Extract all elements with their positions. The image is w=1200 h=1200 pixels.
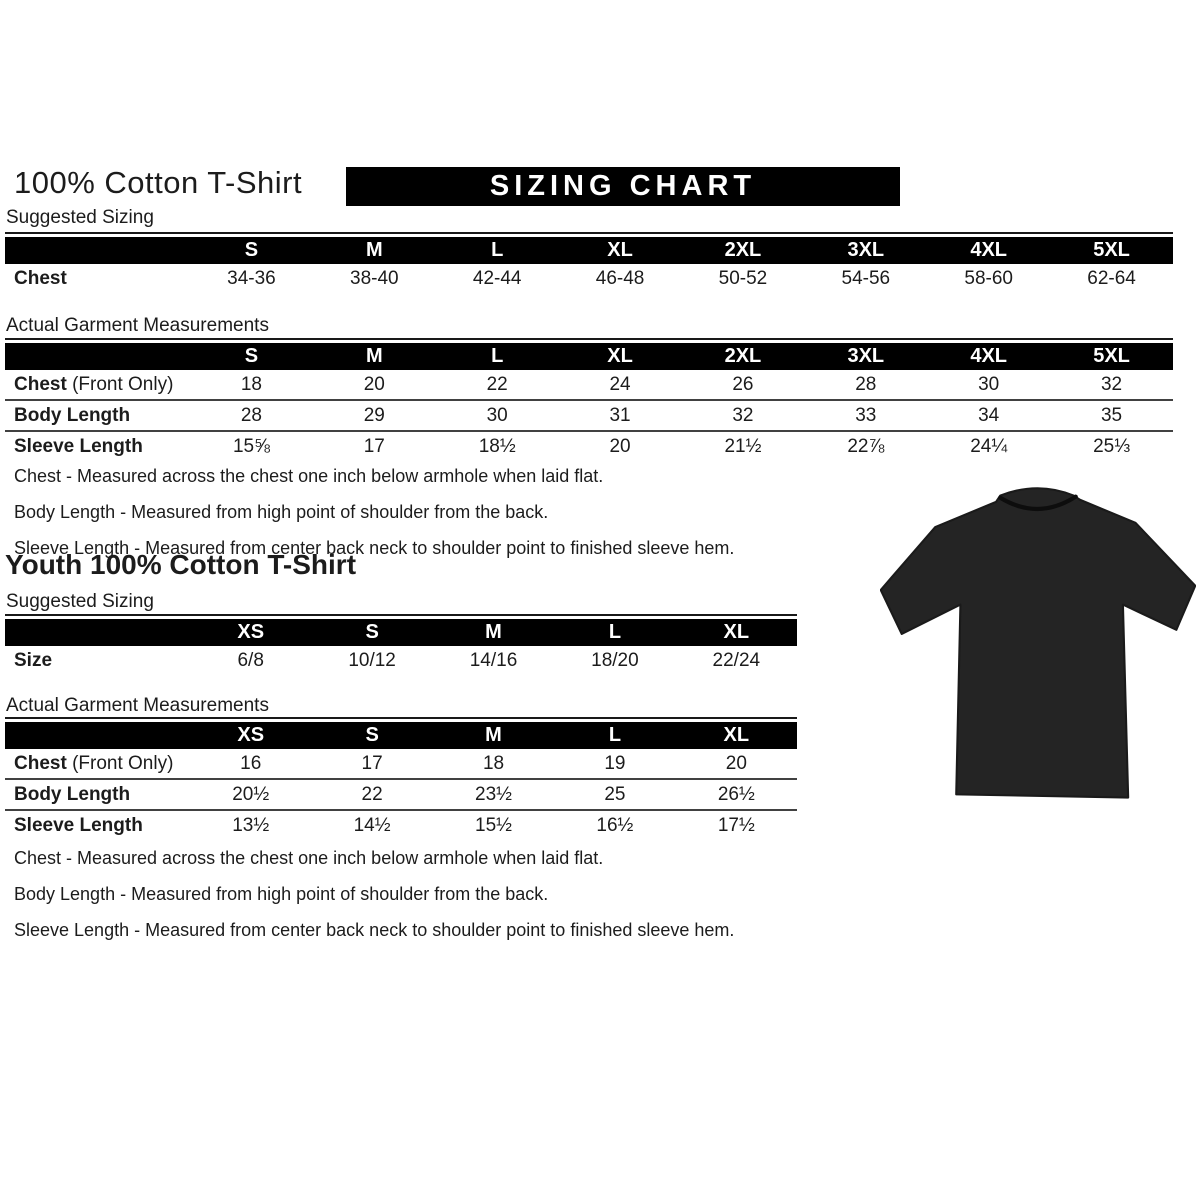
column-header-xs: XS [237,621,265,643]
column-header-s: S [365,621,379,643]
column-header-4xl: 4XL [970,345,1008,367]
measurement-value: 20 [363,373,385,395]
table-row [5,370,1173,399]
size-header-row [5,343,1173,370]
measurement-value: 30 [978,373,1000,395]
column-header-s: S [244,345,259,367]
measurement-value: 22/24 [712,649,761,671]
section-label-adult-suggested-sizing: Suggested Sizing [6,207,154,228]
measurement-value: 46-48 [595,267,645,289]
table-row [5,264,1173,293]
row-label: Chest (Front Only) [14,752,174,774]
column-header-xl: XL [607,239,633,261]
note-line: Chest - Measured across the chest one inch below armhole when laid flat. [14,848,604,868]
column-header-l: L [491,345,504,367]
measurement-value: 34 [978,404,1000,426]
measurement-value: 54-56 [841,267,891,289]
column-header-xs: XS [237,724,265,746]
measurement-value: 18 [240,373,262,395]
measurement-value: 20 [609,435,631,457]
table-row [5,749,797,778]
measurement-value: 26 [732,373,754,395]
column-header-s: S [365,724,379,746]
sizing-chart-banner-label: SIZING CHART [489,170,757,202]
measurement-value: 32 [732,404,754,426]
column-header-2xl: 2XL [724,239,762,261]
size-header-row [5,237,1173,264]
measurement-value: 21½ [724,435,762,457]
row-label: Sleeve Length [14,435,143,457]
measurement-value: 28 [240,404,262,426]
note-line: Body Length - Measured from high point of shoulder from the back. [14,502,549,522]
column-header-xl: XL [723,724,750,746]
row-label: Chest (Front Only) [14,373,174,395]
size-header-row [5,619,797,646]
table-row [5,430,1173,461]
measurement-value: 6/8 [237,649,264,671]
row-label: Body Length [14,783,131,805]
column-header-2xl: 2XL [724,345,762,367]
section-label-adult-actual-measurements: Actual Garment Measurements [6,315,269,336]
column-header-l: L [608,621,622,643]
measurement-value: 15⅝ [232,435,270,457]
measurement-value: 30 [486,404,508,426]
column-header-s: S [244,239,259,261]
measurement-value: 16½ [596,814,634,836]
measurement-value: 33 [855,404,877,426]
measurement-value: 22 [361,783,383,805]
measurement-value: 26½ [717,783,755,805]
measurement-value: 18 [482,752,505,774]
measurement-value: 19 [604,752,626,774]
column-header-m: M [365,239,383,261]
measurement-value: 18½ [478,435,516,457]
note-line: Body Length - Measured from high point of shoulder from the back. [14,884,549,904]
measurement-value: 22 [486,373,508,395]
measurement-value: 35 [1100,404,1123,426]
measurement-value: 24¼ [970,435,1008,457]
measurement-value: 34-36 [227,267,276,289]
table-row [5,646,797,675]
adult-suggested-sizing-table [5,232,1173,293]
measurement-value: 17 [363,435,385,457]
column-header-4xl: 4XL [970,239,1008,261]
measurement-value: 32 [1100,373,1123,395]
note-line: Chest - Measured across the chest one inch below armhole when laid flat. [14,466,604,486]
column-header-m: M [485,621,502,643]
column-header-3xl: 3XL [847,345,885,367]
measurement-value: 58-60 [964,267,1013,289]
youth-suggested-sizing-table [5,614,797,675]
column-header-xl: XL [723,621,750,643]
tshirt-icon [880,483,1196,808]
measurement-value: 31 [609,404,631,426]
black-tshirt-image [880,483,1196,808]
measurement-value: 22⅞ [847,435,885,457]
youth-section-title: Youth 100% Cotton T-Shirt [5,549,357,580]
measurement-value: 23½ [475,783,512,805]
measurement-value: 28 [855,373,877,395]
measurement-value: 38-40 [350,267,399,289]
adult-actual-measurements-table [5,338,1173,461]
column-header-m: M [485,724,502,746]
column-header-l: L [608,724,622,746]
measurement-value: 62-64 [1087,267,1136,289]
size-header-row [5,722,797,749]
sizing-chart-banner [346,167,900,206]
column-header-3xl: 3XL [847,239,885,261]
measurement-value: 50-52 [718,267,768,289]
note-line: Sleeve Length - Measured from center back neck to shoulder point to finished sleeve hem. [14,920,735,940]
column-header-5xl: 5XL [1093,345,1130,367]
measurement-value: 14/16 [469,649,518,671]
row-label: Size [14,649,53,671]
youth-measurement-notes [14,840,734,948]
note-line: Sleeve Length - Measured from center back neck to shoulder point to finished sleeve hem. [14,538,735,558]
measurement-value: 29 [363,404,385,426]
table-row [5,809,797,840]
section-label-youth-actual-measurements: Actual Garment Measurements [6,695,269,716]
measurement-value: 14½ [353,814,391,836]
measurement-value: 42-44 [472,267,522,289]
section-label-youth-suggested-sizing: Suggested Sizing [6,591,154,612]
measurement-value: 15½ [475,814,512,836]
measurement-value: 13½ [232,814,270,836]
youth-actual-measurements-table [5,717,797,840]
measurement-value: 25⅓ [1093,435,1131,457]
table-row [5,778,797,809]
column-header-l: L [491,239,504,261]
measurement-value: 25 [604,783,626,805]
row-label: Chest [14,267,67,289]
column-header-m: M [365,345,383,367]
measurement-value: 20½ [232,783,270,805]
row-label: Sleeve Length [14,814,143,836]
measurement-value: 20 [725,752,747,774]
measurement-value: 24 [609,373,631,395]
table-row [5,399,1173,430]
measurement-value: 17 [361,752,383,774]
measurement-value: 10/12 [348,649,396,671]
measurement-value: 17½ [717,814,755,836]
row-label: Body Length [14,404,131,426]
column-header-5xl: 5XL [1093,239,1130,261]
page-title: 100% Cotton T-Shirt [14,165,303,200]
measurement-value: 16 [240,752,262,774]
column-header-xl: XL [607,345,633,367]
measurement-value: 18/20 [591,649,639,671]
